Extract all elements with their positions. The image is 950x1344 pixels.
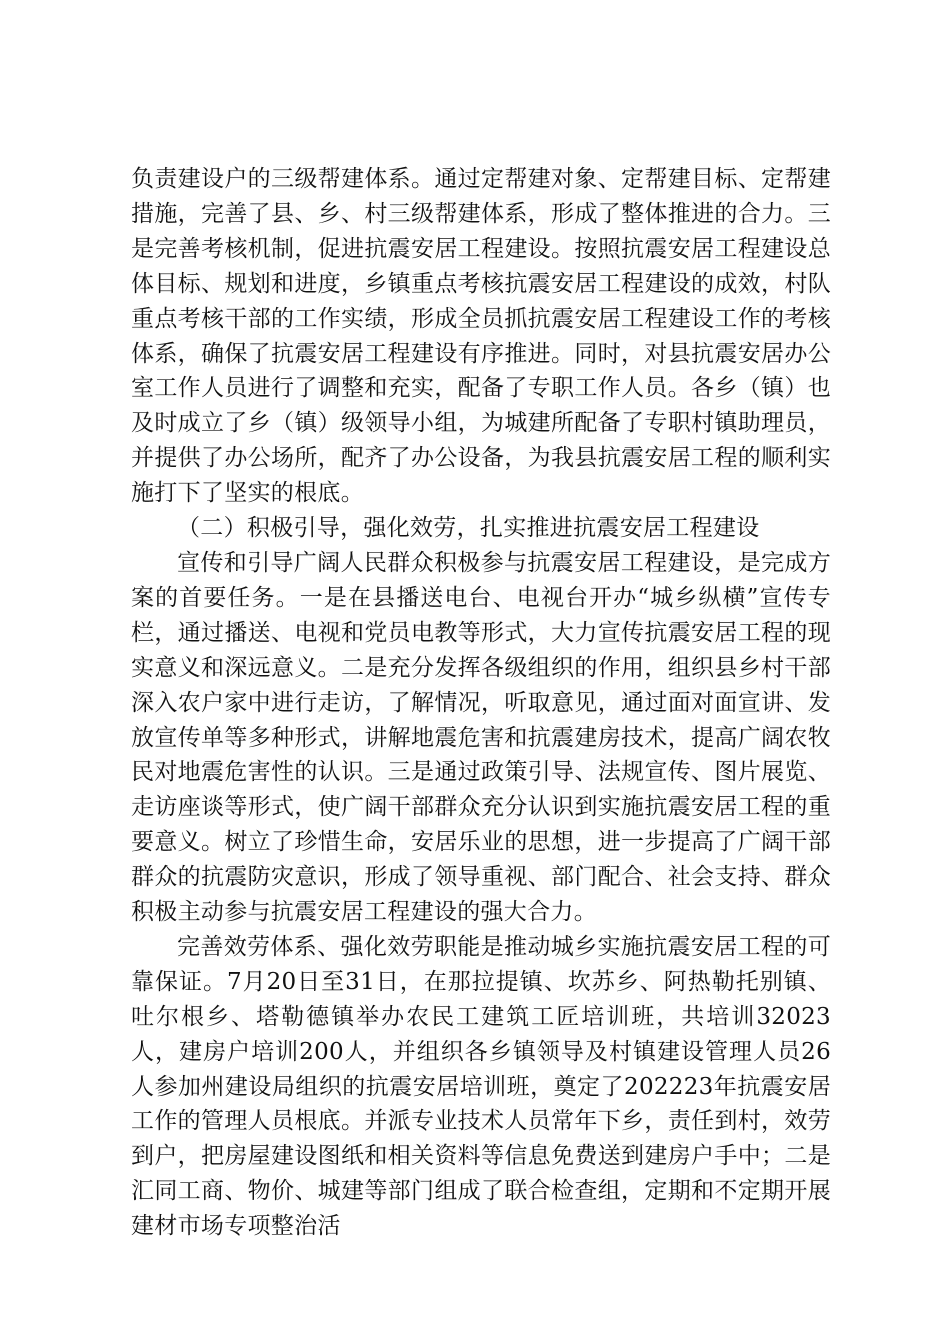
document-body bbox=[131, 162, 831, 1244]
paragraph-service-system: 完善效劳体系、强化效劳职能是推动城乡实施抗震安居工程的可靠保证。7月20日至31日，在那拉提镇、坎苏乡、阿热勒托别镇、吐尔根乡、塔勒德镇举办农民工建筑工匠培训班，共培训32023人，建房户培训200人，并组织各乡镇领导及村镇建设管理人员26人参加州建设局组织的抗震安居培训班，奠定了202223年抗震安居工作的管理人员根底。并派专业技术人员常年下乡，责任到村，效劳到户，把房屋建设图纸和相关资料等信息免费送到建房户手中；二是汇同工商、物价、城建等部门组成了联合检查组，定期和不定期开展建材市场专项整治活 bbox=[131, 933, 831, 1240]
paragraph-publicity: 宣传和引导广阔人民群众积极参与抗震安居工程建设，是完成方案的首要任务。一是在县播送电台、电视台开办“城乡纵横”宣传专栏，通过播送、电视和党员电教等形式，大力宣传抗震安居工程的现实意义和深远意义。二是充分发挥各级组织的作用，组织县乡村干部深入农户家中进行走访，了解情况，听取意见，通过面对面宣讲、发放宣传单等多种形式，讲解地震危害和抗震建房技术，提高广阔农牧民对地震危害性的认识。三是通过政策引导、法规宣传、图片展览、走访座谈等形式，使广阔干部群众充分认识到实施抗震安居工程的重要意义。树立了珍惜生命，安居乐业的思想，进一步提高了广阔干部群众的抗震防灾意识，形成了领导重视、部门配合、社会支持、群众积极主动参与抗震安居工程建设的强大合力。 bbox=[131, 549, 831, 926]
paragraph-continuation: 负责建设户的三级帮建体系。通过定帮建对象、定帮建目标、定帮建措施，完善了县、乡、村三级帮建体系，形成了整体推进的合力。三是完善考核机制，促进抗震安居工程建设。按照抗震安居工程建设总体目标、规划和进度，乡镇重点考核抗震安居工程建设的成效，村队重点考核干部的工作实绩，形成全员抓抗震安居工程建设工作的考核体系，确保了抗震安居工程建设有序推进。同时，对县抗震安居办公室工作人员进行了调整和充实，配备了专职工作人员。各乡（镇）也及时成立了乡（镇）级领导小组，为城建所配备了专职村镇助理员，并提供了办公场所，配齐了办公设备，为我县抗震安居工程的顺利实施打下了坚实的根底。 bbox=[131, 166, 831, 507]
section-heading: （二）积极引导，强化效劳，扎实推进抗震安居工程建设 bbox=[177, 515, 760, 542]
